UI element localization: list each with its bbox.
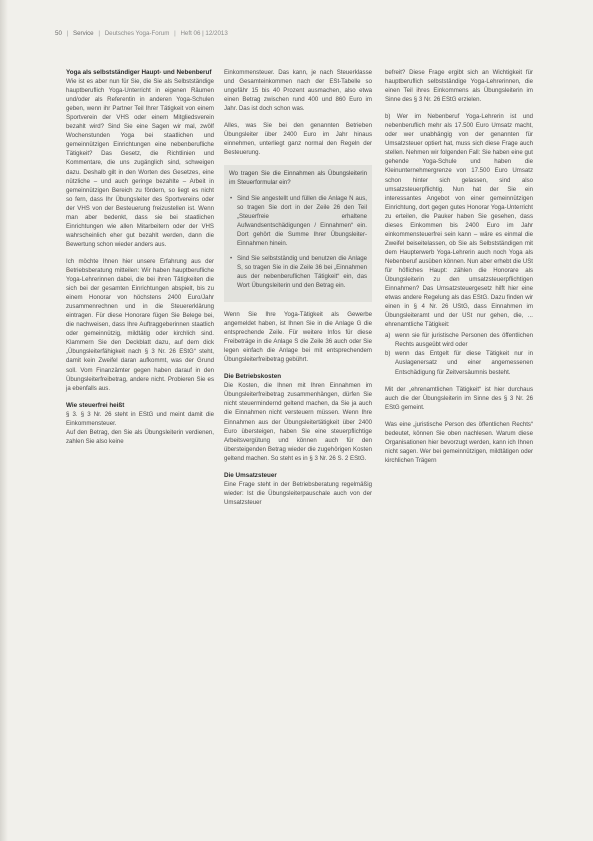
condition-list [385,331,533,376]
paragraph: Mit der „ehrenamtlichen Tätigkeit“ ist hier durchaus auch die der Übungsleiterin im Sinne des § 3 Nr. 26 EStG gemeint. [385,385,533,411]
column-middle [224,68,372,515]
header-separator: | [98,30,100,37]
paragraph: Wie ist es aber nun für Sie, die Sie als Selbstständige hauptberuflich Yoga-Unterricht in eigenen Räumen und/oder als Referentin in anderen Yoga-Schulen geben, wenn ihr Partner Teil Ihrer Tätigkeit von einem Sportverein der VHS oder einem Mitgliedsverein bezahlt wird? Sind Sie eine Sagen wir mal, zwölf Wochenstunden Yoga bei staatlichen und gemeinnützigen Einrichtungen eine nebenberufliche Tätigkeit? Das Gesetz, die Richtlinien und Kommentare, die uns zugänglich sind, schweigen dazu. Deshalb gilt in den Worten des Gesetzes, eine nützliche – und auch geringe bezahlte – Arbeit in gemeinnützigen Bereich zu fördern, so liegt es nicht so fern, dass Ihr Übungsleiter des Sportvereins oder der VHS von der Besteuerung freizustellen ist. Wenn man aber bedenkt, dass sie bei staatlichen Einrichtungen wie allen Mitarbeitern oder der VHS wahrscheinlich eher gut bezahlt werden, dann die Bewertung schon wieder anders aus. [66,78,214,248]
condition-text: wenn das Entgelt für diese Tätigkeit nur in Auslagenersatz und einer angemessenen Entschädigung für Zeitversäumnis besteht. [395,350,533,376]
paragraph: Die Kosten, die Ihnen mit Ihren Einnahmen im Übungsleiterfreibetrag zusammenhängen, dürfen Sie nicht steuermindernd geltend machen, da Sie ja auch die Einnahmen nicht versteuern müssen. Wenn Ihre Einnahmen aus der Übungsleitertätigkeit über 2400 Euro übersteigen, haben Sie eine steuerpflichtige Arbeitsvergütung und können auch für den übersteigenden Betrag wieder die zugehörigen Kosten geltend machen. So steht es in § 3 Nr. 26 S. 2 EStG. [224,382,372,462]
paragraph: Alles, was Sie bei den genannten Betrieben Übungsleiter über 2400 Euro im Jahr hinaus einnehmen, unterliegt ganz normal den Regeln der Besteuerung. [224,122,372,157]
header-separator: | [174,30,176,37]
info-box [224,165,372,302]
header-magazine: Deutsches Yoga-Forum [104,30,170,37]
header-issue: Heft 06 | 12/2013 [180,30,228,37]
column-left [66,68,214,454]
paragraph: Was eine „juristische Person des öffentlichen Rechts“ bedeutet, können Sie oben nachlesen. Warum diese Organisationen hier bevorzugt werden, kann ich Ihnen nicht sagen. Wer bei gemeinnützigen, mildtätigen oder kirchlichen Trägern [385,420,533,464]
info-box-item: • Sind Sie angestellt und füllen die Anlage N aus, so tragen Sie dort in der Zeile 26 den Teil „Steuerfreie erhaltene Aufwandsentschädigungen / Einnahmen“ ein. Dort gehört die Summe Ihrer Übungsleiter-Einnahmen hinein. [237,194,367,248]
column-right [385,68,533,473]
info-box-question: Wo tragen Sie die Einnahmen als Übungsleiterin im Steuerformular ein? [229,170,367,187]
info-box-item: • Sind Sie selbstständig und benutzen die Anlage S, so tragen Sie in die Zeile 36 bei „Einnahmen aus der nebenberuflichen Tätigkeit“ ein, das Wort Übungsleiterin und den Betrag ein. [237,254,367,290]
running-header [55,30,535,37]
heading-operating-costs: Die Betriebskosten [224,373,282,381]
page-edge-shadow [0,0,8,841]
paragraph: Eine Frage steht in der Betriebsberatung regelmäßig wieder: Ist die Übungsleiterpauschale auch von der Umsatzsteuer [224,480,372,506]
list-marker: a) [385,332,391,340]
page-number: 50 [55,30,62,37]
condition-item [385,331,533,349]
condition-text: wenn sie für juristische Personen des öffentlichen Rechts ausgeübt wird oder [395,332,533,349]
info-box-list [229,194,367,290]
paragraph: Einkommensteuer. Das kann, je nach Steuerklasse und Gesamteinkommen nach der ESt-Tabelle so ungefähr 15 bis 40 Prozent ausmachen, also etwa einen Betrag zwischen rund 400 und 860 Euro im Jahr. Das ist doch schon was. [224,69,372,113]
heading-tax-free: Wie steuerfrei heißt [66,401,125,409]
paragraph: § 3. § 3 Nr. 26 steht in EStG und meint damit die Einkommensteuer. [66,410,214,427]
header-separator: | [66,30,69,37]
paragraph: befreit? Diese Frage ergibt sich an Wichtigkeit für hauptberuflich selbstständige Yoga-Lehrerinnen, die einen Teil ihres Einkommens als Übungsleiterin im Sinne des § 3 Nr. 26 EStG erzielen. [385,69,533,104]
paragraph: Ich möchte Ihnen hier unsere Erfahrung aus der Betriebsberatung mitteilen: Wir haben hauptberufliche Yoga-Lehrerinnen dabei, die bei ihren Tätigkeiten die sich bei der gesamten Einrichtungen abspielt, bis zu einem Honorar von höchstens 2400 Euro/Jahr zusammenrechnen und in die Steuererklärung eintragen. Für diese Honorare fügen Sie Belege bei, die nachweisen, dass Ihre Auftraggeberinnen staatlich oder gemeinnützig, mildtätig oder kirchlich sind. Klammern Sie den Deckblatt dazu, auf dem dick „Übungsleiterfähigkeit nach § 3 Nr. 26 EStG“ steht, damit kein Zweifel daran aufkommt, was der Grund soll. Vom Finanzämter gegen haben darauf in den Übungsleiterfreibetrag, andere nicht. Probieren Sie es ja ebenfalls aus. [66,257,214,392]
paragraph: Wenn Sie Ihre Yoga-Tätigkeit als Gewerbe angemeldet haben, ist Ihnen Sie in die Anlage G die entsprechende Zeile. Für weitere Infos für diese Freibeträge in die Anlage S die Zeile 36 auch oder Sie legen einfach die Anlage bei mit entsprechendem Übungsleiterfreibetrag gebührt. [224,310,372,364]
condition-item [385,349,533,376]
heading-sales-tax: Die Umsatzsteuer [224,471,277,479]
list-marker: b) [385,350,391,358]
header-section: Service [72,30,94,37]
heading-selfemployed: Yoga als selbstständiger Haupt- und Nebenberuf [66,69,212,76]
paragraph: Auf den Betrag, den Sie als Übungsleiterin verdienen, zahlen Sie also keine [66,428,214,445]
paragraph: b) Wer im Nebenberuf Yoga-Lehrerin ist und nebenberuflich mehr als 17.500 Euro Umsatz macht, oder wer unabhängig von der genannten für Umsatzsteuer optiert hat, muss sich diese Frage auch stellen. Nehmen wir folgenden Fall: Sie haben eine gut gehende Yoga-Schule und haben die Kleinunternehmergrenze von 17.500 Euro Umsatz schon hinter sich gelassen, sind also umsatzsteuerpflichtig. Nun hat der Sie ein interessantes Angebot von einer gemeinnützigen Einrichtung, dort gegen gutes Honorar Yoga-Unterricht zu erteilen, die Pauker haben Sie gesehen, dass dieses Einkommen bis 2400 Euro im Jahr einkommensteuerfrei sein kann – wäre es einmal die Zweifel beiseitelassen, ob Sie als Selbstständigen mit dem Haupterwerb Yoga-Lehrerin auch noch Yoga als Nebenberuf ausüben können. Nun aber erhebt die USt für höfliches Haupt: zählen die Honorare als Übungsleiterin zu den umsatzsteuerpflichtigen Einnahmen? Das Umsatzsteuergesetz hilft hier eine etwas andere Regelung als das EStG. Dazu finden wir einen in § 4 Nr. 26 UStG, dass Einnahmen im Übungsleiteramt und der USt nur gehen, die, ... ehrenamtliche Tätigkeit: [385,113,533,329]
